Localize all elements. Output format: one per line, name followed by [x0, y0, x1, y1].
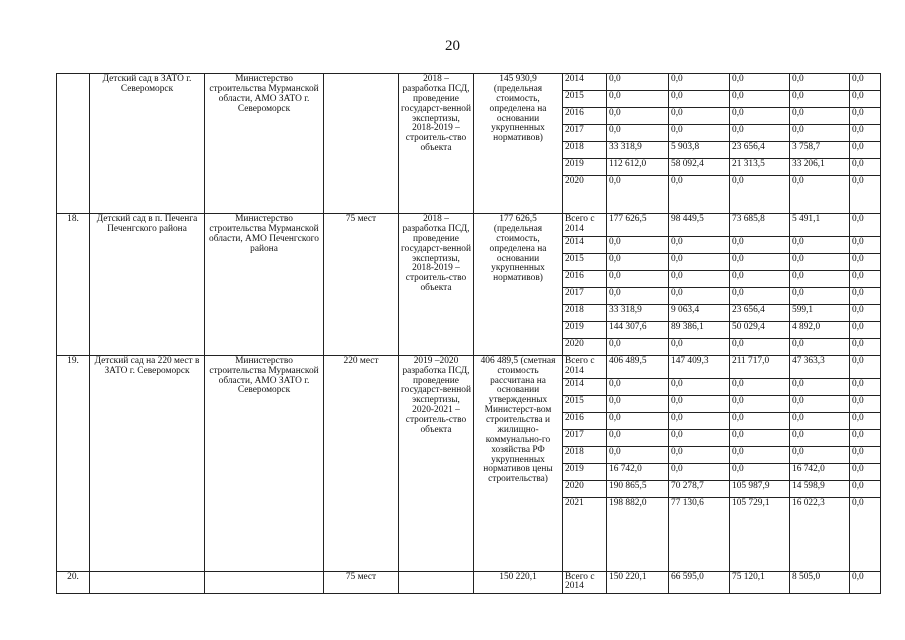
value-cell: 3 758,7	[790, 142, 850, 159]
value-cell: 66 595,0	[669, 571, 730, 594]
value-cell: 211 717,0	[730, 355, 790, 378]
value-cell: 0,0	[730, 338, 790, 355]
value-cell: 73 685,8	[730, 214, 790, 237]
page-number: 20	[445, 38, 460, 54]
value-cell: 0,0	[669, 74, 730, 91]
value-cell: 0,0	[850, 463, 881, 480]
value-cell: 0,0	[790, 236, 850, 253]
value-cell: 5 903,8	[669, 142, 730, 159]
year-cell: 2014	[563, 236, 607, 253]
value-cell: 0,0	[730, 412, 790, 429]
customer-cell	[205, 571, 324, 594]
value-cell: 0,0	[669, 378, 730, 395]
value-cell: 0,0	[850, 480, 881, 497]
year-cell: 2014	[563, 74, 607, 91]
value-cell: 0,0	[850, 429, 881, 446]
value-cell: 0,0	[607, 236, 669, 253]
value-cell: 21 313,5	[730, 159, 790, 176]
cost-cell: 177 626,5 (предельная стоимость, определена на основании укрупненных нормативов)	[474, 214, 563, 356]
value-cell: 0,0	[607, 412, 669, 429]
value-cell: 105 987,9	[730, 480, 790, 497]
year-cell: 2018	[563, 304, 607, 321]
value-cell: 0,0	[850, 321, 881, 338]
value-cell: 0,0	[790, 395, 850, 412]
value-cell: 70 278,7	[669, 480, 730, 497]
value-cell: 0,0	[607, 125, 669, 142]
value-cell: 0,0	[790, 176, 850, 214]
customer-cell: Министерство строительства Мурманской области, АМО ЗАТО г. Североморск	[205, 74, 324, 214]
object-name-cell: Детский сад на 220 мест в ЗАТО г. Североморск	[90, 355, 205, 571]
object-name-cell: Детский сад в п. Печенга Печенгского района	[90, 214, 205, 356]
value-cell: 0,0	[730, 378, 790, 395]
value-cell: 0,0	[850, 91, 881, 108]
schedule-cell: 2018 – разработка ПСД, проведение государст-венной экспертизы, 2018-2019 – строитель-ство объекта	[399, 214, 474, 356]
year-cell: 2019	[563, 463, 607, 480]
value-cell: 0,0	[790, 108, 850, 125]
value-cell: 0,0	[790, 270, 850, 287]
item-number-cell: 18.	[57, 214, 90, 356]
value-cell: 0,0	[850, 125, 881, 142]
value-cell: 0,0	[850, 74, 881, 91]
value-cell: 0,0	[607, 395, 669, 412]
value-cell: 0,0	[669, 108, 730, 125]
value-cell: 0,0	[790, 446, 850, 463]
value-cell: 8 505,0	[790, 571, 850, 594]
year-cell: 2015	[563, 253, 607, 270]
value-cell: 0,0	[730, 429, 790, 446]
value-cell: 77 130,6	[669, 497, 730, 571]
year-cell: 2017	[563, 429, 607, 446]
value-cell: 0,0	[730, 125, 790, 142]
value-cell: 0,0	[607, 108, 669, 125]
value-cell: 0,0	[669, 270, 730, 287]
cost-cell: 150 220,1	[474, 571, 563, 594]
item-number-cell: 19.	[57, 355, 90, 571]
value-cell: 0,0	[790, 287, 850, 304]
value-cell: 0,0	[730, 91, 790, 108]
value-cell: 599,1	[790, 304, 850, 321]
value-cell: 0,0	[669, 446, 730, 463]
value-cell: 0,0	[607, 270, 669, 287]
capacity-cell	[324, 74, 399, 214]
capacity-cell: 220 мест	[324, 355, 399, 571]
year-cell: 2020	[563, 480, 607, 497]
value-cell: 0,0	[669, 338, 730, 355]
value-cell: 5 491,1	[790, 214, 850, 237]
year-cell: Всего с 2014	[563, 214, 607, 237]
value-cell: 0,0	[790, 429, 850, 446]
value-cell: 0,0	[607, 253, 669, 270]
item-number-cell: 20.	[57, 571, 90, 594]
value-cell: 75 120,1	[730, 571, 790, 594]
year-cell: 2021	[563, 497, 607, 571]
table-body	[57, 74, 881, 594]
schedule-cell: 2018 – разработка ПСД, проведение государст-венной экспертизы, 2018-2019 – строитель-ство объекта	[399, 74, 474, 214]
value-cell: 98 449,5	[669, 214, 730, 237]
year-cell: 2015	[563, 91, 607, 108]
value-cell: 0,0	[850, 159, 881, 176]
schedule-cell	[399, 571, 474, 594]
value-cell: 147 409,3	[669, 355, 730, 378]
value-cell: 0,0	[607, 91, 669, 108]
value-cell: 0,0	[850, 214, 881, 237]
value-cell: 33 318,9	[607, 142, 669, 159]
value-cell: 0,0	[850, 571, 881, 594]
year-cell: Всего с 2014	[563, 571, 607, 594]
value-cell: 0,0	[669, 412, 730, 429]
value-cell: 0,0	[669, 429, 730, 446]
value-cell: 0,0	[790, 378, 850, 395]
value-cell: 0,0	[669, 125, 730, 142]
value-cell: 14 598,9	[790, 480, 850, 497]
schedule-cell: 2019 –2020 разработка ПСД, проведение государст-венной экспертизы, 2020-2021 – строитель-ство объекта	[399, 355, 474, 571]
cost-cell: 145 930,9 (предельная стоимость, определена на основании укрупненных нормативов)	[474, 74, 563, 214]
value-cell: 0,0	[730, 253, 790, 270]
cost-cell: 406 489,5 (сметная стоимость рассчитана на основании утвержденных Министерст-вом строительства и жилищно-коммунально-го хозяйства РФ укрупненных нормативов цены строительства)	[474, 355, 563, 571]
year-cell: 2016	[563, 270, 607, 287]
value-cell: 0,0	[850, 412, 881, 429]
value-cell: 0,0	[669, 463, 730, 480]
value-cell: 0,0	[850, 446, 881, 463]
value-cell: 0,0	[850, 304, 881, 321]
value-cell: 0,0	[850, 287, 881, 304]
value-cell: 198 882,0	[607, 497, 669, 571]
table-row	[57, 355, 881, 378]
table-row	[57, 571, 881, 594]
value-cell: 0,0	[730, 270, 790, 287]
value-cell: 0,0	[850, 395, 881, 412]
value-cell: 0,0	[790, 253, 850, 270]
value-cell: 0,0	[730, 236, 790, 253]
value-cell: 0,0	[607, 429, 669, 446]
value-cell: 0,0	[607, 446, 669, 463]
value-cell: 0,0	[850, 108, 881, 125]
value-cell: 177 626,5	[607, 214, 669, 237]
value-cell: 112 612,0	[607, 159, 669, 176]
capacity-cell: 75 мест	[324, 571, 399, 594]
value-cell: 0,0	[850, 378, 881, 395]
value-cell: 0,0	[669, 395, 730, 412]
value-cell: 190 865,5	[607, 480, 669, 497]
value-cell: 0,0	[730, 176, 790, 214]
customer-cell: Министерство строительства Мурманской области, АМО Печенгского района	[205, 214, 324, 356]
year-cell: 2018	[563, 446, 607, 463]
value-cell: 50 029,4	[730, 321, 790, 338]
value-cell: 406 489,5	[607, 355, 669, 378]
value-cell: 23 656,4	[730, 304, 790, 321]
value-cell: 144 307,6	[607, 321, 669, 338]
value-cell: 89 386,1	[669, 321, 730, 338]
year-cell: 2018	[563, 142, 607, 159]
table-row	[57, 74, 881, 91]
year-cell: 2017	[563, 287, 607, 304]
value-cell: 0,0	[730, 108, 790, 125]
value-cell: 0,0	[669, 91, 730, 108]
investment-table	[56, 73, 881, 594]
value-cell: 150 220,1	[607, 571, 669, 594]
value-cell: 0,0	[790, 338, 850, 355]
value-cell: 0,0	[730, 74, 790, 91]
value-cell: 33 318,9	[607, 304, 669, 321]
item-number-cell	[57, 74, 90, 214]
year-cell: 2020	[563, 338, 607, 355]
year-cell: 2019	[563, 321, 607, 338]
value-cell: 16 022,3	[790, 497, 850, 571]
value-cell: 0,0	[850, 355, 881, 378]
value-cell: 0,0	[607, 378, 669, 395]
value-cell: 0,0	[850, 338, 881, 355]
value-cell: 0,0	[730, 287, 790, 304]
value-cell: 0,0	[669, 176, 730, 214]
value-cell: 0,0	[850, 270, 881, 287]
value-cell: 0,0	[669, 253, 730, 270]
value-cell: 105 729,1	[730, 497, 790, 571]
value-cell: 0,0	[607, 176, 669, 214]
value-cell: 0,0	[850, 236, 881, 253]
value-cell: 58 092,4	[669, 159, 730, 176]
value-cell: 0,0	[790, 125, 850, 142]
year-cell: 2019	[563, 159, 607, 176]
value-cell: 0,0	[730, 446, 790, 463]
value-cell: 0,0	[850, 497, 881, 571]
value-cell: 0,0	[790, 74, 850, 91]
value-cell: 47 363,3	[790, 355, 850, 378]
value-cell: 23 656,4	[730, 142, 790, 159]
year-cell: 2020	[563, 176, 607, 214]
value-cell: 0,0	[607, 338, 669, 355]
value-cell: 0,0	[730, 463, 790, 480]
year-cell: Всего с 2014	[563, 355, 607, 378]
object-name-cell	[90, 571, 205, 594]
value-cell: 0,0	[669, 236, 730, 253]
value-cell: 33 206,1	[790, 159, 850, 176]
value-cell: 16 742,0	[790, 463, 850, 480]
year-cell: 2014	[563, 378, 607, 395]
value-cell: 0,0	[607, 287, 669, 304]
value-cell: 4 892,0	[790, 321, 850, 338]
value-cell: 0,0	[790, 412, 850, 429]
year-cell: 2017	[563, 125, 607, 142]
value-cell: 0,0	[730, 395, 790, 412]
value-cell: 0,0	[850, 253, 881, 270]
year-cell: 2016	[563, 108, 607, 125]
value-cell: 0,0	[850, 142, 881, 159]
value-cell: 0,0	[669, 287, 730, 304]
value-cell: 0,0	[850, 176, 881, 214]
object-name-cell: Детский сад в ЗАТО г. Североморск	[90, 74, 205, 214]
customer-cell: Министерство строительства Мурманской области, АМО ЗАТО г. Североморск	[205, 355, 324, 571]
year-cell: 2015	[563, 395, 607, 412]
value-cell: 9 063,4	[669, 304, 730, 321]
value-cell: 16 742,0	[607, 463, 669, 480]
value-cell: 0,0	[607, 74, 669, 91]
capacity-cell: 75 мест	[324, 214, 399, 356]
value-cell: 0,0	[790, 91, 850, 108]
year-cell: 2016	[563, 412, 607, 429]
table-row	[57, 214, 881, 237]
